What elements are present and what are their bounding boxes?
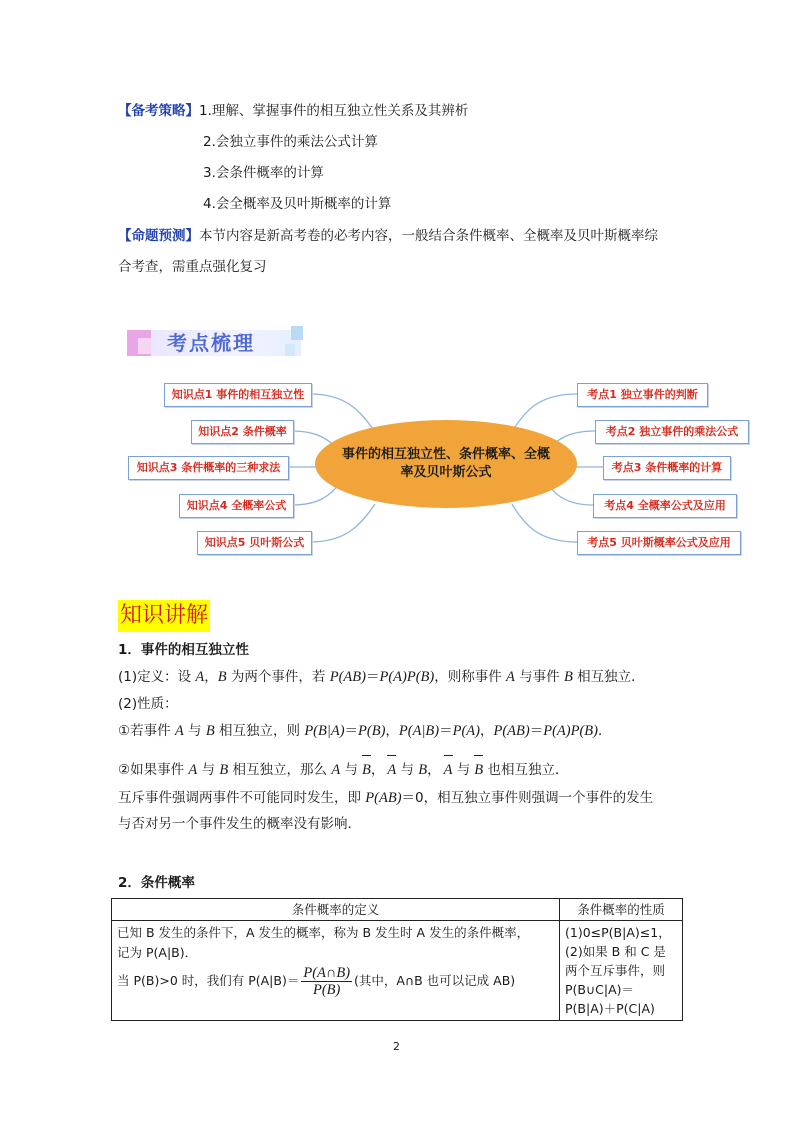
mindmap-node-right-3: 考点3 条件概率的计算: [603, 456, 731, 480]
s1-property-label: (2)性质：: [118, 696, 178, 712]
mindmap-node-left-5: 知识点5 贝叶斯公式: [197, 531, 312, 555]
banner-decoration: [138, 338, 152, 354]
connector-right-5: [512, 504, 577, 542]
s1-note-2: 与否对另一个事件发生的概率没有影响．: [118, 816, 361, 832]
knowledge-heading: 知识讲解: [118, 600, 210, 632]
mindmap-node-right-5: 考点5 贝叶斯概率公式及应用: [577, 531, 741, 555]
table-cell-definition: 已知 B 发生的条件下，A 发生的概率，称为 B 发生时 A 发生的条件概率， 记为 P(A|B)． 当 P(B)>0 时，我们有 P(A|B)＝ $\frac{P(A\cap B)}{P(B)}$ (其中，A∩B 也可以记成 AB): [112, 921, 560, 1021]
mindmap-center: [315, 420, 577, 508]
fraction: $\frac{P(A\cap B)}{P(B)}$: [303, 965, 351, 998]
prediction-line-2: 合考查，需重点强化复习: [118, 259, 267, 275]
table-header-definition: 条件概率的定义: [112, 899, 560, 921]
table-cell-property: (1)0≤P(B|A)≤1， (2)如果 B 和 C 是 两个互斥事件，则 P(B∪C|A)＝ P(B|A)＋P(C|A): [560, 921, 683, 1021]
mindmap-node-left-1: 知识点1 事件的相互独立性: [164, 383, 312, 407]
strategy-line-4: 4.会全概率及贝叶斯概率的计算: [203, 196, 392, 212]
section-banner: [127, 326, 305, 360]
mindmap-center-label: 事件的相互独立性、条件概率、全概率及贝叶斯公式: [341, 447, 550, 480]
strategy-tag: 【备考策略】: [118, 103, 199, 119]
connector-left-5: [310, 504, 375, 542]
mindmap-node-right-4: 考点4 全概率公式及应用: [593, 494, 737, 518]
page-number: 2: [393, 1040, 400, 1053]
connector-right-1: [512, 394, 577, 432]
table-header-property: 条件概率的性质: [560, 899, 683, 921]
strategy-line-3: 3.会条件概率的计算: [203, 165, 324, 181]
s1-definition: (1)定义：设 A，B 为两个事件，若 P(AB)＝P(A)P(B)，则称事件 A 与事件 B 相互独立．: [118, 669, 645, 685]
complement-b: B: [474, 762, 484, 778]
banner-decoration: [291, 326, 303, 340]
complement-a: A: [387, 762, 397, 778]
banner-decoration: [285, 344, 295, 356]
mindmap-node-left-4: 知识点4 全概率公式: [179, 494, 294, 518]
complement-b: B: [361, 762, 371, 778]
conditional-probability-table: [111, 898, 683, 1021]
mindmap-node-right-2: 考点2 独立事件的乘法公式: [595, 420, 749, 444]
s1-property-2: ②如果事件 A 与 B 相互独立，那么 A 与 B， A 与 B， A 与 B 也相互独立．: [118, 762, 569, 778]
s1-note-1: 互斥事件强调两事件不可能同时发生，即 P(AB)＝0，相互独立事件则强调一个事件的发生: [118, 790, 654, 806]
prediction-tag: 【命题预测】: [118, 228, 199, 244]
strategy-line-1: 【备考策略】1.理解、掌握事件的相互独立性关系及其辨析: [118, 103, 469, 119]
s1-property-1: ①若事件 A 与 B 相互独立，则 P(B|A)＝P(B)，P(A|B)＝P(A)，P(AB)＝P(A)P(B)．: [118, 723, 612, 739]
strategy-line-2: 2.会独立事件的乘法公式计算: [203, 134, 378, 150]
s1-title: 1．事件的相互独立性: [118, 642, 249, 658]
mindmap-node-right-1: 考点1 独立事件的判断: [577, 383, 708, 407]
connector-left-1: [310, 394, 375, 432]
prediction-line-1: 【命题预测】本节内容是新高考卷的必考内容，一般结合条件概率、全概率及贝叶斯概率综: [118, 228, 658, 244]
mindmap-node-left-2: 知识点2 条件概率: [191, 420, 294, 444]
complement-a: A: [443, 762, 453, 778]
s2-title: 2．条件概率: [118, 875, 195, 891]
mindmap-node-left-3: 知识点3 条件概率的三种求法: [128, 456, 289, 480]
section-title: 考点梳理: [167, 331, 255, 355]
